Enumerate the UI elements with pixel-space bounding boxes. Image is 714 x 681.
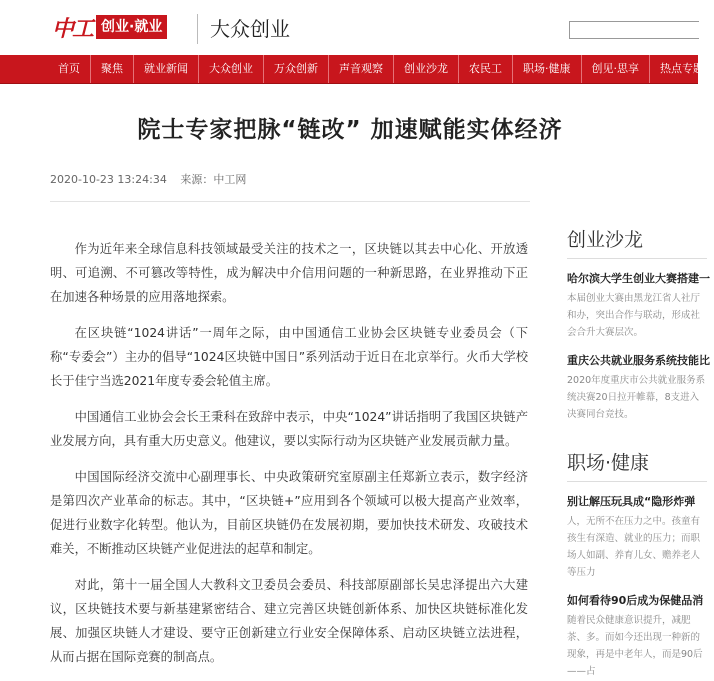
nav-item-voice-observation[interactable]: 声音观察 [329, 55, 394, 83]
sidebar-news-link[interactable]: 重庆公共就业服务系统技能比 [567, 354, 710, 367]
nav-item-home[interactable]: 首页 [48, 55, 91, 83]
nav-item-migrant-workers[interactable]: 农民工 [459, 55, 513, 83]
article-paragraph: 对此，第十一届全国人大教科文卫委员会委员、科技部原副部长吴忠泽提出六大建议，区块链技术要与新基建紧密结合、建立完善区块链创新体系、加快区块链标准化发展、加强区块链人才建设、要守正创新建立行业安全保障体系、启动区块链立法进程，从而占据在国际竞赛的制高点。 [50, 578, 528, 664]
article-paragraph: 在区块链“1024讲话”一周年之际，由中国通信工业协会区块链专业委员会（下称“专委会”）主办的倡导“1024区块链中国日”系列活动于近日在北京举行。火币大学校长于佳宁当选2021年度专委会轮值主席。 [50, 326, 528, 388]
channel-title: 大众创业 [210, 17, 290, 41]
sidebar-heading: 职场·健康 [567, 451, 707, 482]
sidebar-news-summary: 随着民众健康意识提升，减肥茶、多。而如今还出现一种新的现象，再是中老年人，而是90后——占 [567, 615, 703, 677]
main-nav [0, 55, 704, 84]
sidebar-heading: 创业沙龙 [567, 228, 707, 259]
meta-divider [50, 201, 530, 202]
nav-item-innovation[interactable]: 万众创新 [264, 55, 329, 83]
nav-item-mass-entrepreneurship[interactable]: 大众创业 [199, 55, 264, 83]
sidebar-news-link[interactable]: 如何看待90后成为保健品消 [567, 594, 704, 607]
article-meta [50, 172, 246, 188]
article-source: 来源：中工网 [180, 173, 247, 186]
nav-item-workplace-health[interactable]: 职场·健康 [513, 55, 582, 83]
sidebar-news-summary: 2020年度重庆市公共就业服务系统决赛20日拉开帷幕，8支进入决赛同台竞技。 [567, 375, 706, 420]
sidebar-section-salon [567, 228, 710, 423]
nav-item-employment-news[interactable]: 就业新闻 [134, 55, 199, 83]
nav-item-hot-topics[interactable]: 热点专题 [660, 62, 704, 75]
article-title: 院士专家把脉“链改” 加速赋能实体经济 [137, 117, 563, 143]
logo-box: 创业·就业 [96, 15, 167, 39]
sidebar-news-link[interactable]: 别让解压玩具成“隐形炸弹 [567, 495, 696, 508]
nav-list [48, 55, 714, 83]
article-paragraph: 中国通信工业协会会长王秉科在致辞中表示，中央“1024”讲话指明了我国区块链产业发展方向，具有重大历史意义。他建议，要以实际行动为区块链产业发展贡献力量。 [50, 410, 528, 448]
search-input[interactable] [569, 21, 699, 39]
article-paragraph: 作为近年来全球信息科技领域最受关注的技术之一，区块链以其去中心化、开放透明、可追溯、不可篡改等特性，成为解决中介信用问题的一种新思路，在业界推动下正在加速各种场景的应用落地探索。 [50, 242, 528, 304]
article-body [50, 237, 528, 681]
nav-item-insights[interactable]: 创见·思享 [582, 55, 651, 83]
article-paragraph: 中国国际经济交流中心副理事长、中央政策研究室原副主任郑新立表示，数字经济是第四次产业革命的标志。其中，“区块链+”应用到各个领域可以极大提高产业效率，促进行业数字化转型。他认为，目前区块链仍在发展初期，要加快技术研发、攻破技术难关，不断推动区块链产业促进法的起草和制定。 [50, 470, 528, 556]
publish-date: 2020-10-23 13:24:34 [50, 173, 167, 186]
header-divider [197, 14, 198, 44]
site-logo[interactable] [52, 13, 167, 41]
nav-item-salon[interactable]: 创业沙龙 [394, 55, 459, 83]
sidebar-section-workplace-health [567, 451, 704, 680]
sidebar-news-summary: 本届创业大赛由黑龙江省人社厅和办，突出合作与联动，形成社会合升大赛层次。 [567, 293, 701, 338]
sidebar-news-link[interactable]: 哈尔滨大学生创业大赛搭建一 [567, 272, 710, 285]
sidebar-news-summary: 人，无所不在压力之中。孩童有孩生有深造、就业的压力；而职场人如副、养育儿女、赡养老人等压力 [567, 516, 701, 578]
logo-mark: 中工 [52, 15, 93, 42]
nav-item-focus[interactable]: 聚焦 [91, 55, 134, 83]
